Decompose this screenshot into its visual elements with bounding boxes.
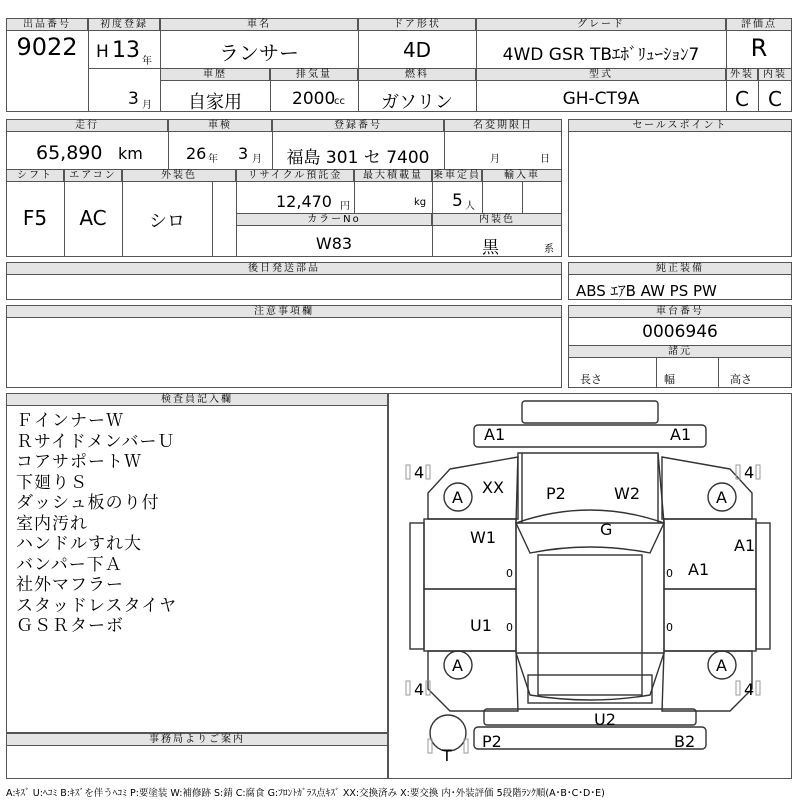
exhibit-no-header: 出品番号 <box>6 18 88 31</box>
mark-b2: B2 <box>674 732 696 751</box>
zero-mark: 0 <box>666 567 673 580</box>
chassis-header: 車台番号 <box>568 305 792 318</box>
zero-mark: 0 <box>506 621 513 634</box>
genuine-equipment: ABS ｴｱB AW PS PW <box>576 282 717 300</box>
reg-year-header: 初度登録 <box>88 18 160 31</box>
int-header: 内装 <box>758 68 792 81</box>
office-header: 事務局よりご案内 <box>6 733 388 746</box>
notice-header: 注意事項欄 <box>6 305 562 318</box>
specs-header: 諸元 <box>568 345 792 358</box>
yen-unit: 円 <box>340 201 350 212</box>
history: 自家用 <box>188 92 242 113</box>
note-line: ハンドルすれ大 <box>16 534 142 554</box>
mark-a1-right-pillar: A1 <box>734 536 756 555</box>
door-type: 4D <box>402 38 432 62</box>
mark-w2: W2 <box>614 484 640 503</box>
reg-year-unit: 年 <box>142 56 152 67</box>
inspection-year-unit: 年 <box>208 154 218 165</box>
mark-w1: W1 <box>470 528 496 547</box>
tire-count-rl: 4 <box>414 680 425 699</box>
tire-count-fl: 4 <box>414 463 425 482</box>
mark-t: T <box>442 746 452 765</box>
ac-header: エアコン <box>64 169 122 182</box>
note-line: 社外マフラー <box>16 575 124 595</box>
door-header: ドア形状 <box>358 18 476 31</box>
note-line: ダッシュ板のり付 <box>16 493 160 513</box>
zero-mark: 0 <box>666 621 673 634</box>
inspection-month: 3 <box>238 144 249 163</box>
mark-xx: XX <box>482 478 504 497</box>
chassis-number: 0006946 <box>642 322 718 342</box>
reg-year: 13 <box>112 38 140 63</box>
sales-point-box <box>568 119 792 257</box>
person-unit: 人 <box>465 201 475 212</box>
recycle-fee: 12,470 <box>276 192 332 211</box>
mark-a1-front-right: A1 <box>670 425 692 444</box>
regno-header: 登録番号 <box>272 119 444 132</box>
mark-u1: U1 <box>470 616 492 635</box>
inspector-notes <box>16 411 376 637</box>
cc-unit: cc <box>334 96 345 107</box>
displacement-header: 排気量 <box>270 68 358 81</box>
legend: A:ｷｽﾞ U:ﾍｺﾐ B:ｷｽﾞを伴うﾍｺﾐ P:要塗装 W:補修跡 S:錆 C:腐食 G:ﾌﾛﾝﾄｶﾞﾗｽ点ｷｽﾞ XX:交換済み X:要交換 内･外装評価 5段階ﾗﾝｸ順(A･B･C･D･E) <box>6 788 605 799</box>
grade-header: グレード <box>476 18 726 31</box>
shift-header: シフト <box>6 169 64 182</box>
note-line: ＧＳＲターボ <box>16 616 124 636</box>
namechange-day: 日 <box>540 154 550 165</box>
reg-era: H <box>96 42 109 62</box>
inspection-header: 車検 <box>168 119 272 132</box>
note-line: 室内汚れ <box>16 513 88 534</box>
mileage: 65,890 <box>36 142 103 164</box>
tire-mark-fl: A <box>452 488 463 507</box>
note-line: コアサポートＷ <box>16 452 142 472</box>
kg-unit: kg <box>414 197 427 208</box>
mark-p2-rear: P2 <box>482 732 502 751</box>
aircon: AC <box>79 206 107 230</box>
recycle-header: リサイクル預託金 <box>236 169 354 182</box>
later-parts-header: 後日発送部品 <box>6 262 562 275</box>
sales-point-header: セールスポイント <box>568 119 792 132</box>
reg-month-unit: 月 <box>142 100 152 111</box>
history-header: 車歴 <box>160 68 270 81</box>
interior-color: 黒 <box>482 238 499 258</box>
intcolor-header: 内装色 <box>432 213 562 226</box>
fuel-header: 燃料 <box>358 68 476 81</box>
displacement: 2000 <box>292 89 336 109</box>
tire-mark-rr: A <box>716 656 727 675</box>
inspection-month-unit: 月 <box>252 154 262 165</box>
model-header: 型式 <box>476 68 726 81</box>
registration-number: 福島 301 セ 7400 <box>286 148 430 168</box>
score: R <box>750 34 768 62</box>
fuel: ガソリン <box>381 92 453 113</box>
inspection-year: 26 <box>186 144 207 163</box>
tire-count-rr: 4 <box>744 680 755 699</box>
spec-height: 高さ <box>730 373 752 386</box>
namechange-month: 月 <box>490 154 500 165</box>
mark-a1-right-door: A1 <box>688 560 710 579</box>
tire-mark-rl: A <box>452 656 463 675</box>
interior-color-suffix: 系 <box>544 244 554 255</box>
note-line: ＲサイドメンバーＵ <box>16 431 176 452</box>
capacity-header: 乗車定員 <box>433 170 481 181</box>
mileage-unit: km <box>118 144 143 163</box>
model: GH-CT9A <box>562 89 640 109</box>
score-header: 評価点 <box>726 18 792 31</box>
mark-p2-hood: P2 <box>546 484 566 503</box>
import-header: 輸入車 <box>482 169 562 182</box>
inspector-header: 検査員記入欄 <box>6 393 388 406</box>
exterior-color: シロ <box>149 211 185 232</box>
mileage-header: 走行 <box>6 119 168 132</box>
genuine-header: 純正装備 <box>568 262 792 275</box>
note-line: ＦインナーＷ <box>16 411 124 431</box>
maxload-header: 最大積載量 <box>354 169 432 182</box>
tire-count-fr: 4 <box>744 463 755 482</box>
mark-u2: U2 <box>594 710 616 729</box>
note-line: 下廻りＳ <box>16 472 88 493</box>
ext-grade: C <box>735 87 749 111</box>
int-grade: C <box>768 87 782 111</box>
namechange-header: 名変期限日 <box>444 119 562 132</box>
tire-mark-fr: A <box>716 488 727 507</box>
colorno-header: カラーNo <box>236 213 432 226</box>
exhibit-number: 9022 <box>16 33 78 61</box>
mark-a1-front-left: A1 <box>484 425 506 444</box>
note-line: バンパー下Ａ <box>16 554 123 575</box>
color-number: W83 <box>315 234 353 253</box>
zero-mark: 0 <box>506 567 513 580</box>
spec-width: 幅 <box>664 373 675 386</box>
reg-month: 3 <box>128 89 139 109</box>
mark-g: G <box>600 520 613 539</box>
note-line: スタッドレスタイヤ <box>16 595 178 616</box>
car-name: ランサー <box>219 41 299 65</box>
car-damage-diagram <box>388 393 792 779</box>
capacity: 5 <box>452 191 463 211</box>
ext-header: 外装 <box>726 68 758 81</box>
car-name-header: 車名 <box>160 18 358 31</box>
color-header: 外装色 <box>122 169 236 182</box>
spec-length: 長さ <box>580 373 602 386</box>
grade: 4WD GSR TBｴﾎﾞﾘｭｰｼｮﾝ7 <box>502 45 700 65</box>
shift: F5 <box>22 206 48 230</box>
